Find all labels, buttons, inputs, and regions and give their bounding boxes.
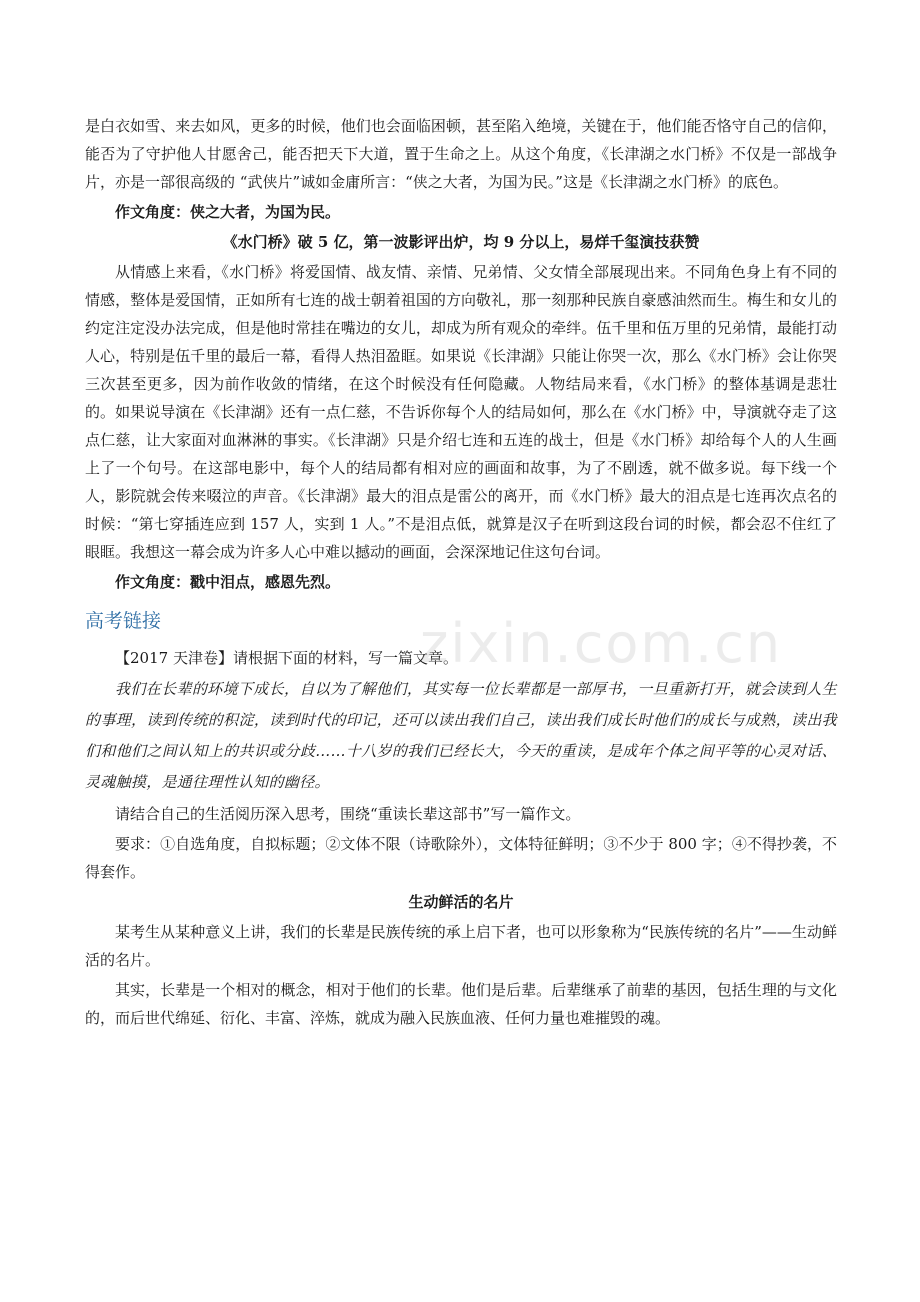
review-body: 从情感上来看，《水门桥》将爱国情、战友情、亲情、兄弟情、父女情全部展现出来。不同角色身上有不同的情感，整体是爱国情，正如所有七连的战士朝着祖国的方向敬礼，那一刻那种民族自豪感油然而生。梅生和女儿的约定注定没办法完成，但是他时常挂在嘴边的女儿，却成为所有观众的牵绊。伍千里和伍万里的兄弟情，最能打动人心，特别是伍千里的最后一幕，看得人热泪盈眶。如果说《长津湖》只能让你哭一次，那么《水门桥》会让你哭三次甚至更多，因为前作收敛的情绪，在这个时候没有任何隐藏。人物结局来看，《水门桥》的整体基调是悲壮的。如果说导演在《长津湖》还有一点仁慈，不告诉你每个人的结局如何，那么在《水门桥》中，导演就夺走了这点仁慈，让大家面对血淋淋的事实。《长津湖》只是介绍七连和五连的战士，但是《水门桥》却给每个人的人生画上了一个句号。在这部电影中，每个人的结局都有相对应的画面和故事，为了不剧透，就不做多说。每下线一个人，影院就会传来啜泣的声音。《长津湖》最大的泪点是雷公的离开，而《水门桥》最大的泪点是七连再次点名的时候：“第七穿插连应到 157 人，实到 1 人。”不是泪点低，就算是汉子在听到这段台词的时候，都会忍不住红了眼眶。我想这一幕会成为许多人心中难以撼动的画面，会深深地记住这句台词。 [85, 263, 837, 561]
review-title: 《水门桥》破 5 亿，第一波影评出炉，均 9 分以上，易烊千玺演技获赞 [222, 233, 700, 251]
section-heading: 高考链接 [85, 610, 162, 632]
essay-title: 生动鲜活的名片 [408, 893, 514, 911]
essay-angle-2: 作文角度：戳中泪点，感恩先烈。 [115, 573, 341, 591]
document-page [85, 112, 837, 1034]
exam-prompt: 请结合自己的生活阅历深入思考，围绕“重读长辈这部书”写一篇作文。 [115, 805, 581, 823]
essay-paragraph-1: 某考生从某种意义上讲，我们的长辈是民族传统的承上启下者，也可以形象称为“民族传统的名片”——生动鲜活的名片。 [85, 923, 837, 969]
exam-material: 我们在长辈的环境下成长，自以为了解他们，其实每一位长辈都是一部厚书，一旦重新打开，就会读到人生的事理，读到传统的积淀，读到时代的印记，还可以读出我们自己，读出我们成长时他们的成长与成熟，读出我们和他们之间认知上的共识或分歧……十八岁的我们已经长大，今天的重读，是成年个体之间平等的心灵对话、灵魂触摸，是通往理性认知的幽径。 [85, 680, 837, 791]
watermark: zixin.com.cn [420, 612, 783, 675]
essay-angle-1: 作文角度：侠之大者，为国为民。 [115, 203, 341, 221]
continuation-paragraph: 是白衣如雪、来去如风，更多的时候，他们也会面临困顿，甚至陷入绝境，关键在于，他们能否恪守自己的信仰，能否为了守护他人甘愿舍己，能否把天下大道，置于生命之上。从这个角度，《长津湖之水门桥》不仅是一部战争片，亦是一部很高级的 “武侠片”诚如金庸所言：“侠之大者，为国为民。”这是《长津湖之水门桥》的底色。 [85, 117, 837, 191]
essay-paragraph-2: 其实，长辈是一个相对的概念，相对于他们的长辈。他们是后辈。后辈继承了前辈的基因，包括生理的与文化的，而后世代绵延、衍化、丰富、淬炼，就成为融入民族血液、任何力量也难摧毁的魂。 [85, 981, 837, 1027]
exam-requirements: 要求：①自选角度，自拟标题；②文体不限（诗歌除外），文体特征鲜明；③不少于 800 字；④不得抄袭，不得套作。 [85, 835, 837, 881]
exam-intro: 【2017 天津卷】请根据下面的材料，写一篇文章。 [115, 649, 458, 667]
